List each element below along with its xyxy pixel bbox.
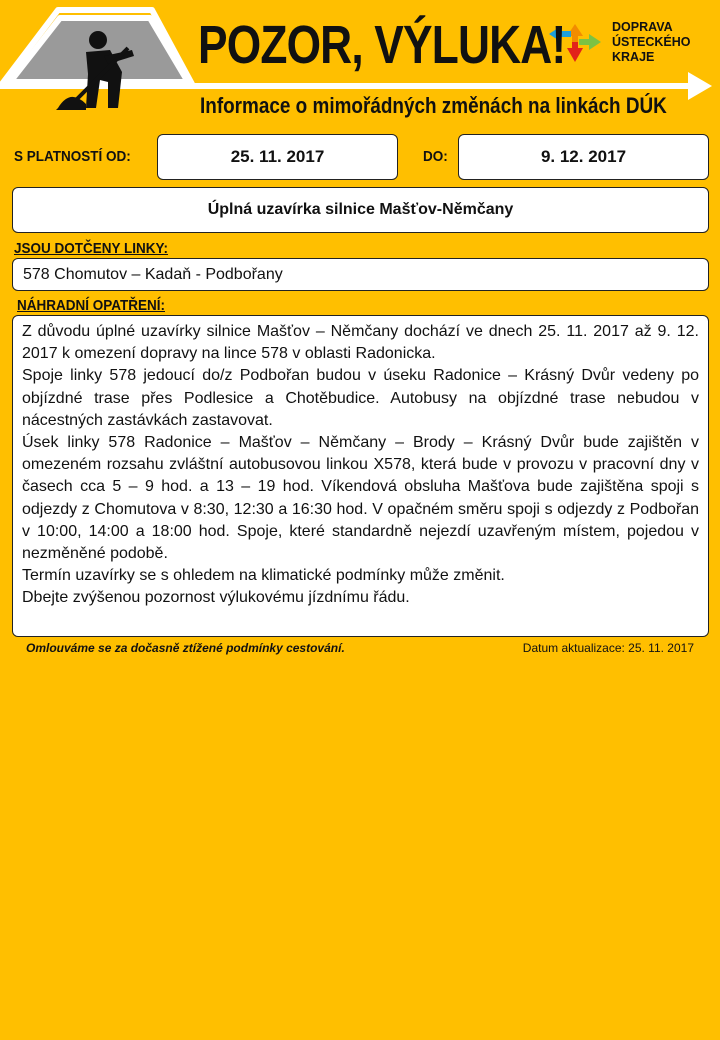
valid-from-value: 25. 11. 2017 — [157, 134, 398, 180]
update-date: Datum aktualizace: 25. 11. 2017 — [522, 641, 694, 655]
brand-line: DOPRAVA — [612, 20, 673, 34]
replacement-text — [12, 315, 709, 637]
replacement-label: NÁHRADNÍ OPATŘENÍ: — [17, 297, 165, 314]
paragraph: Spoje linky 578 jedoucí do/z Podbořan budou v úseku Radonice – Krásný Dvůr vedeny po objízdné trase přes Podlesice a Chotěbudice. Autobusy na objízdné trase nebudou v nácestných zastávkách zastavovat. — [22, 367, 699, 429]
closure-headline: Úplná uzavírka silnice Mašťov-Němčany — [12, 187, 709, 233]
paragraph: Úsek linky 578 Radonice – Mašťov – Němčany – Brody – Krásný Dvůr bude zajištěn v omezeném rozsahu zvláštní autobusovou linkou X578, která bude v provozu v pracovní dny v časech cca 5 – 9 hod. a 13 – 19 hod. Víkendová obsluha Mašťova bude zajištěna spoji s odjezdy z Chomutova v 8:30, 12:30 a 16:30 hod. V opačném směru spoji s odjezdy z Podbořan v 10:00, 14:00 a 18:00 hod. Spoje, které standardně nejezdí uzavřeným místem, pojedou v nezměněné podobě. — [22, 434, 699, 563]
paragraph: Z důvodu úplné uzavírky silnice Mašťov – Němčany dochází ve dnech 25. 11. 2017 až 9. 12. 2017 k omezení dopravy na lince 578 v oblasti Radonicka. — [22, 323, 699, 363]
valid-from-label: S PLATNOSTÍ OD: — [14, 148, 131, 165]
valid-to-value: 9. 12. 2017 — [458, 134, 709, 180]
page-title: POZOR, VÝLUKA! — [198, 15, 566, 75]
header-banner — [0, 0, 720, 130]
paragraph: Termín uzavírky se s ohledem na klimatické podmínky může změnit. — [22, 567, 505, 585]
affected-lines-value: 578 Chomutov – Kadaň - Podbořany — [12, 258, 709, 291]
apology-note: Omlouváme se za dočasně ztížené podmínky cestování. — [26, 641, 345, 655]
valid-to-label: DO: — [423, 148, 448, 165]
page-subtitle: Informace o mimořádných změnách na linkách DÚK — [200, 93, 667, 118]
brand-line: ÚSTECKÉHO — [612, 35, 691, 49]
brand-name — [612, 20, 690, 65]
brand-line: KRAJE — [612, 50, 655, 64]
affected-lines-label: JSOU DOTČENY LINKY: — [14, 240, 169, 257]
paragraph: Dbejte zvýšenou pozornost výlukovému jízdnímu řádu. — [22, 589, 410, 607]
